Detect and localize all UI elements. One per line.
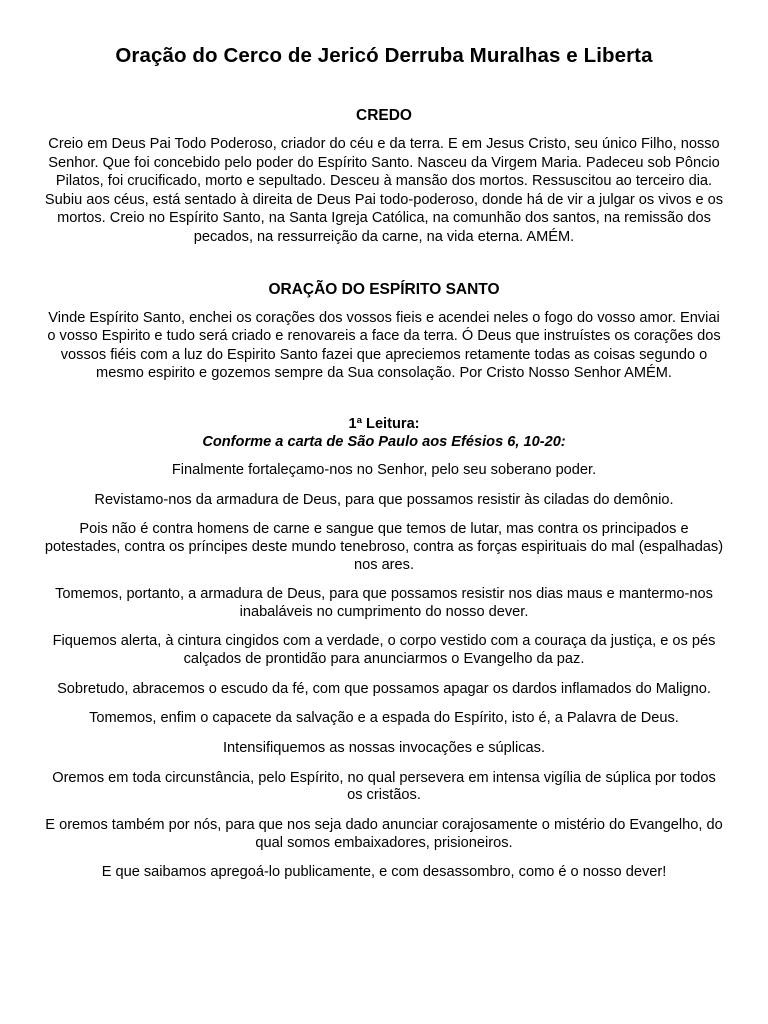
verse-paragraph: Tomemos, portanto, a armadura de Deus, para que possamos resistir nos dias maus e mantermo-nos inabaláveis no cumprimento do nosso dever.: [55, 586, 713, 620]
verse-paragraph: Pois não é contra homens de carne e sangue que temos de lutar, mas contra os principados e potestades, contra os príncipes deste mundo tenebroso, contra as forças espirituais do mal (espalhadas) nos ares.: [44, 521, 724, 573]
espirito-santo-heading: ORAÇÃO DO ESPÍRITO SANTO: [268, 280, 500, 298]
verse-paragraph: Fiquemos alerta, à cintura cingidos com a verdade, o corpo vestido com a couraça da justiça, e os pés calçados de prontidão para anunciarmos o Evangelho da paz.: [52, 633, 716, 668]
verse-paragraph: Intensifiquemos as nossas invocações e súplicas.: [222, 740, 546, 757]
reading-reference: Conforme a carta de São Paulo aos Efésios 6, 10-20:: [202, 433, 566, 450]
verse-paragraph: Tomemos, enfim o capacete da salvação e a espada do Espírito, isto é, a Palavra de Deus.: [89, 710, 679, 727]
credo-heading: CREDO: [356, 107, 412, 124]
verse-paragraph: Finalmente fortaleçamo-nos no Senhor, pelo seu soberano poder.: [171, 461, 597, 478]
verse-paragraph: Oremos em toda circunstância, pelo Espírito, no qual persevera em intensa vigília de súplica por todos os cristãos.: [52, 769, 716, 804]
verse-paragraph: E oremos também por nós, para que nos seja dado anunciar corajosamente o mistério do Evangelho, do qual somos embaixadores, prisioneiros.: [45, 817, 723, 851]
verse-paragraph: Revistamo-nos da armadura de Deus, para que possamos resistir às ciladas do demônio.: [94, 491, 674, 508]
reading-section: [44, 415, 724, 882]
espirito-santo-text: Vinde Espírito Santo, enchei os corações dos vossos fieis e acendei neles o fogo do vosso amor. Enviai o vosso Espirito e tudo será criado e renovareis a face da terra. Ó Deus que instruístes os corações dos vossos fiéis com a luz do Espirito Santo fazei que apreciemos retamente todas as coisas segundo o mesmo espirito e gozemos sempre da Sua consolação. Por Cristo Nosso Senhor AMÉM.: [47, 309, 721, 382]
page-title: Oração do Cerco de Jericó Derruba Muralhas e Liberta: [115, 44, 653, 67]
credo-text: Creio em Deus Pai Todo Poderoso, criador do céu e da terra. E em Jesus Cristo, seu único Filho, nosso Senhor. Que foi concebido pelo poder do Espírito Santo. Nasceu da Virgem Maria. Padeceu sob Pôncio Pilatos, foi crucificado, morto e sepultado. Desceu à mansão dos mortos. Ressuscitou ao terceiro dia. Subiu aos céus, está sentado à direita de Deus Pai todo-poderoso, donde há de vir a julgar os vivos e os mortos. Creio no Espírito Santo, na Santa Igreja Católica, na comunhão dos santos, na remissão dos pecados, na ressurreição da carne, na vida eterna. AMÉM.: [44, 136, 724, 245]
verse-paragraph: Sobretudo, abracemos o escudo da fé, com que possamos apagar os dardos inflamados do Maligno.: [57, 680, 711, 697]
reading-label: 1ª Leitura:: [348, 415, 420, 432]
verse-paragraph: E que saibamos apregoá-lo publicamente, e com desassombro, como é o nosso dever!: [101, 864, 667, 881]
verse-list: [44, 462, 724, 882]
